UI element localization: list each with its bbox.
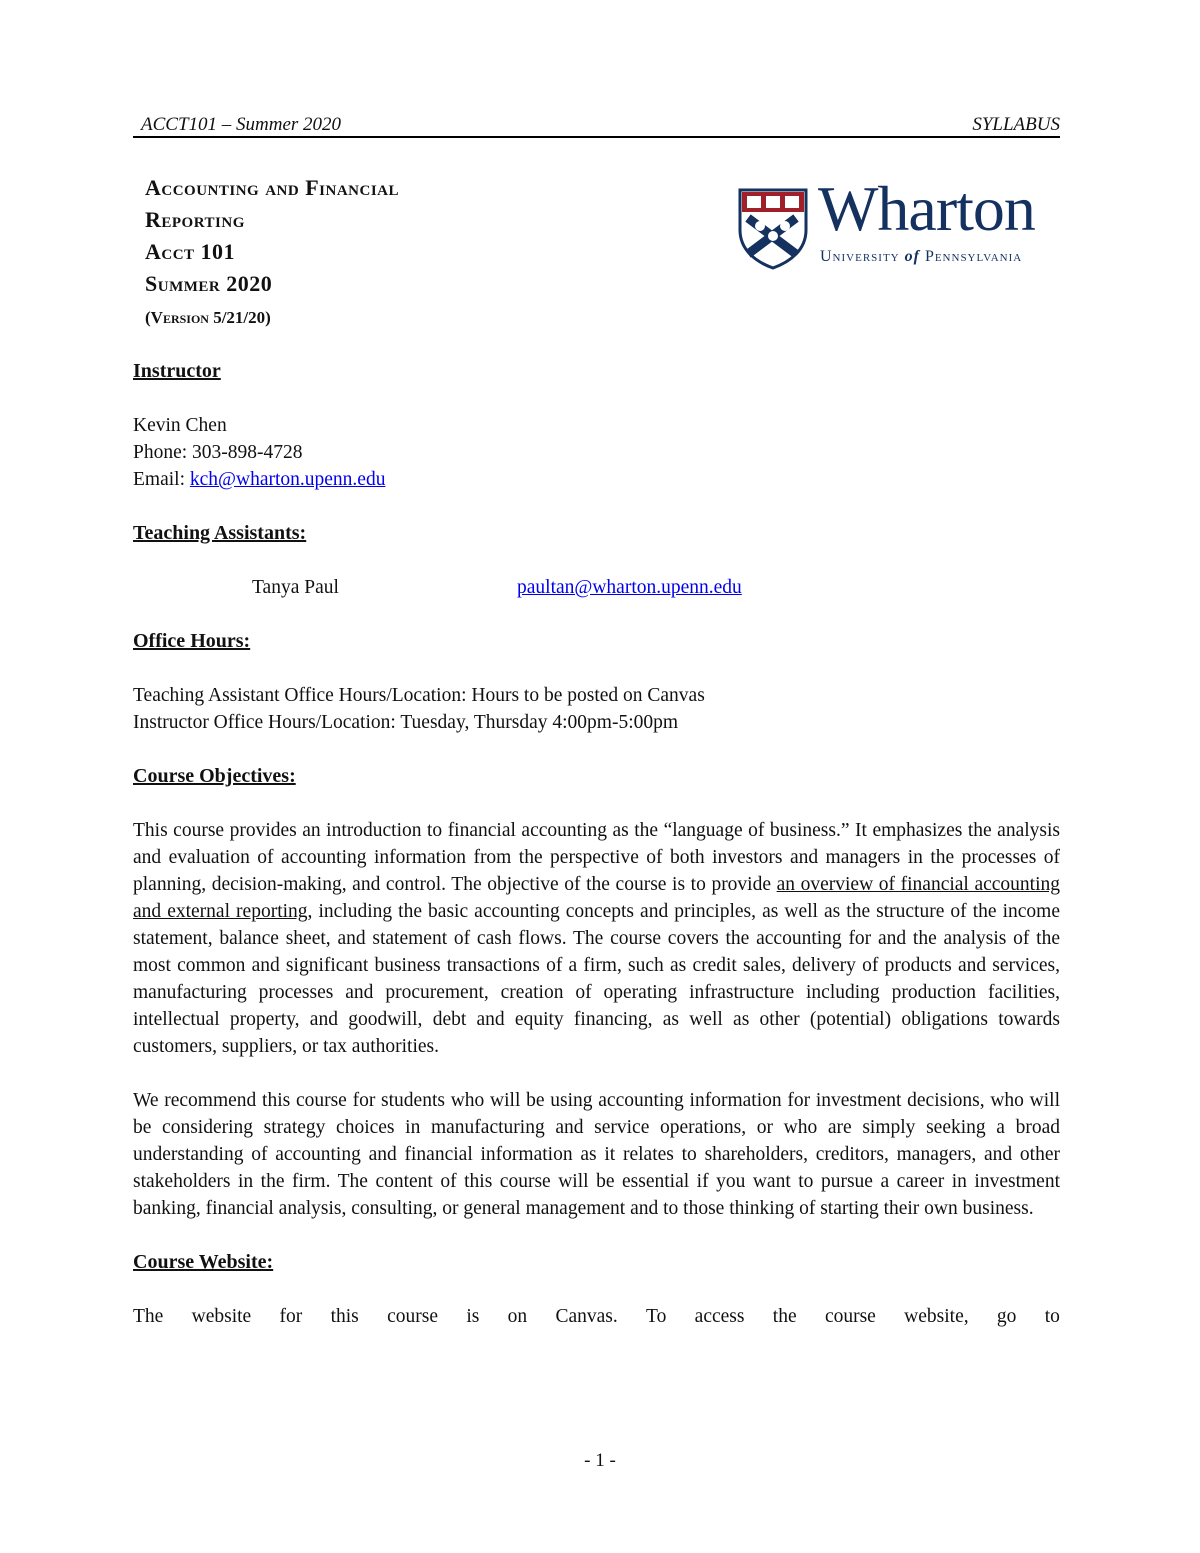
instructor-email-line: Email: kch@wharton.upenn.edu xyxy=(133,469,386,490)
instructor-heading: Instructor xyxy=(133,360,221,382)
course-title-line-1: Accounting and Financial xyxy=(145,175,400,200)
ta-email-link[interactable]: paultan@wharton.upenn.edu xyxy=(517,577,742,598)
website-paragraph: The website for this course is on Canvas. To access the course website, go to xyxy=(133,1306,1060,1327)
syllabus-body xyxy=(133,358,1060,1330)
wharton-logo xyxy=(738,173,1063,272)
version-label: (Version 5/21/20) xyxy=(145,308,271,327)
page-number: - 1 - xyxy=(584,1450,616,1471)
course-title-block xyxy=(145,172,399,328)
logo-wordmark: Wharton xyxy=(818,173,1035,244)
header-course-label: ACCT101 – Summer 2020 xyxy=(141,114,342,135)
logo-subtitle: University of Pennsylvania xyxy=(820,248,1023,265)
instructor-name: Kevin Chen xyxy=(133,415,227,436)
teaching-assistants-heading: Teaching Assistants: xyxy=(133,522,307,544)
instructor-email-link[interactable]: kch@wharton.upenn.edu xyxy=(189,469,386,490)
course-term: Summer 2020 xyxy=(145,271,273,296)
course-objectives-heading: Course Objectives: xyxy=(133,765,296,787)
ta-row xyxy=(133,574,1060,601)
course-website-heading: Course Website: xyxy=(133,1251,274,1273)
penn-shield-icon xyxy=(738,188,808,270)
office-hours-heading: Office Hours: xyxy=(133,630,251,652)
instructor-phone: Phone: 303-898-4728 xyxy=(133,442,303,463)
objectives-emphasis: an overview of financial accounting and external reporting xyxy=(133,874,1060,922)
instructor-office-hours: Instructor Office Hours/Location: Tuesday, Thursday 4:00pm-5:00pm xyxy=(133,712,679,733)
objectives-paragraph-2: We recommend this course for students who will be using accounting information for investment decisions, who will be considering strategy choices in manufacturing and service operations, or who are simply seeking a broad understanding of accounting and financial information as it relates to shareholders, creditors, managers, and other stakeholders in the firm. The content of this course will be essential if you want to pursue a career in investment banking, financial analysis, consulting, or general management and to those thinking of starting their own business. xyxy=(133,1090,1060,1219)
objectives-paragraph-1: This course provides an introduction to financial accounting as the “language of business.” It emphasizes the analysis and evaluation of accounting information from the perspective of both investors and managers in the processes of planning, decision-making, and control. The objective of the course is to provide an overview of financial accounting and external reporting, including the basic accounting concepts and principles, as well as the structure of the income statement, balance sheet, and statement of cash flows. The course covers the accounting for and the analysis of the most common and significant business transactions of a firm, such as credit sales, delivery of products and services, manufacturing processes and procurement, creation of operating infrastructure including production facilities, intellectual property, and goodwill, debt and equity financing, as well as other (potential) obligations towards customers, suppliers, or tax authorities. xyxy=(133,820,1060,1057)
running-header xyxy=(133,112,1060,138)
ta-office-hours: Teaching Assistant Office Hours/Location: Hours to be posted on Canvas xyxy=(133,685,705,706)
header-syllabus-label: SYLLABUS xyxy=(972,114,1060,135)
course-code: Acct 101 xyxy=(145,239,236,264)
ta-name: Tanya Paul xyxy=(252,577,339,598)
course-title-line-2: Reporting xyxy=(145,207,245,232)
